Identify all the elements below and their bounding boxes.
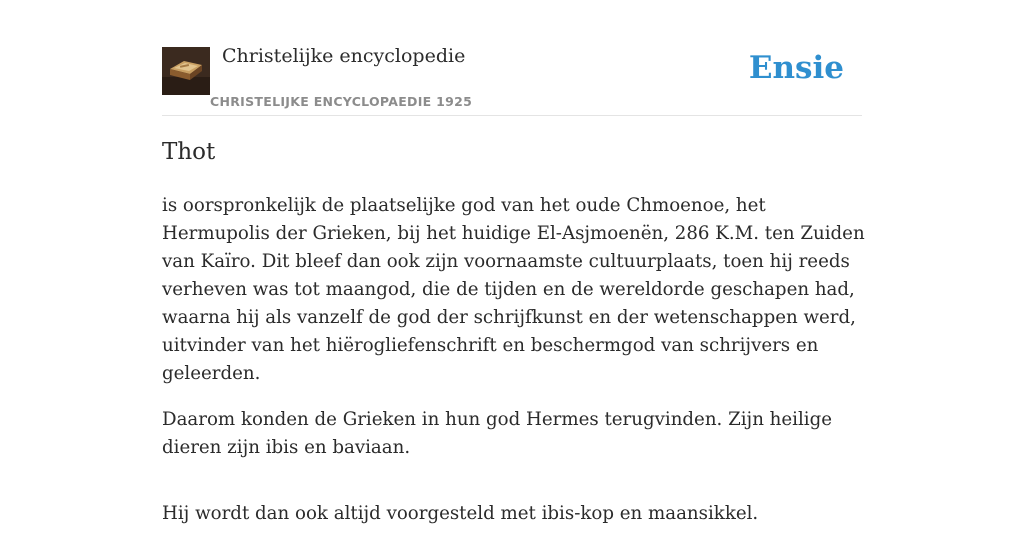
book-icon xyxy=(162,47,210,95)
article-paragraph: Hij wordt dan ook altijd voorgesteld met ibis-kop en maansikkel. xyxy=(162,503,759,524)
ensie-logo-link[interactable]: Ensie xyxy=(748,50,844,86)
article-title: Thot xyxy=(162,139,216,165)
article-paragraph: Daarom konden de Grieken in hun god Hermes terugvinden. Zijn heilige dieren zijn ibis en baviaan. xyxy=(162,409,833,458)
article-body xyxy=(162,192,866,546)
source-avatar[interactable] xyxy=(162,47,210,95)
header xyxy=(162,0,862,116)
article-paragraph: is oorspronkelijk de plaatselijke god van het oude Chmoenoe, het Hermupolis der Grieken, bij het huidige El-Asjmoenën, 286 K.M. ten Zuiden van Kaïro. Dit bleef dan ook zijn voornaamste cultuurplaats, toen hij reeds verheven was tot maangod, die de tijden en de wereldorde geschapen had, waarna hij als vanzelf de god der schrijfkunst en der wetenschappen werd, uitvinder van het hiërogliefenschrift en beschermgod van schrijvers en geleerden. xyxy=(162,195,865,384)
page xyxy=(162,0,865,524)
source-subtitle: CHRISTELIJKE ENCYCLOPAEDIE 1925 xyxy=(210,94,473,109)
source-title[interactable]: Christelijke encyclopedie xyxy=(222,45,466,67)
